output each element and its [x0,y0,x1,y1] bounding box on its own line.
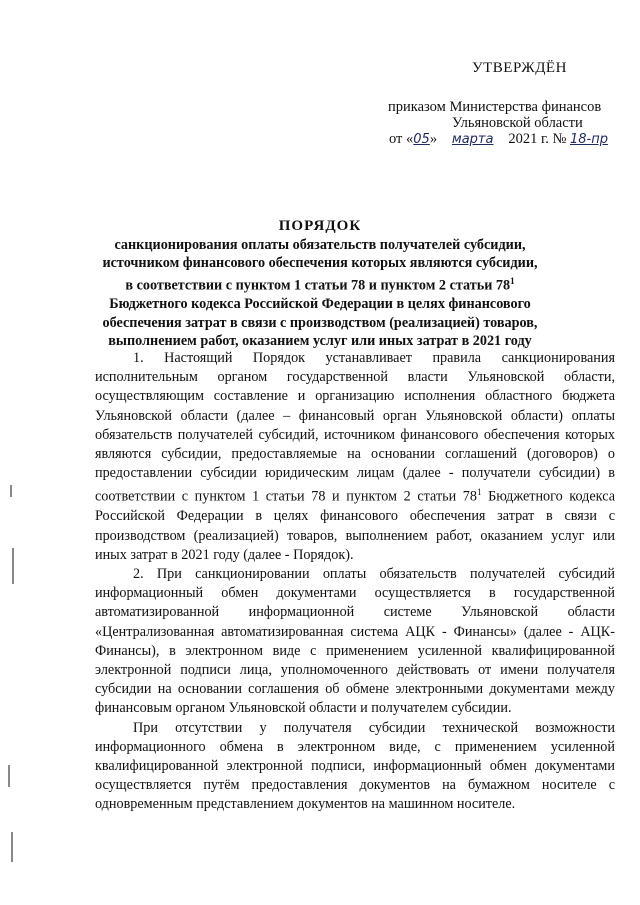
subtitle-line-1: санкционирования оплаты обязательств получателей субсидии, [114,237,526,253]
paragraph-1-text-a: 1. Настоящий Порядок устанавливает правила санкционирования исполнительным органом государственной власти Ульяновской области, осуществляющим составление и организацию исполнения областного бюджета Ульяновской области (далее – финансовый орган Ульяновской области) оплаты обязательств получателей субсидий, источником финансового обеспечения которых являются субсидии, предоставляемые на основании соглашений (договоров) о предоставлении субсидии юридическим лицам (далее - получатели субсидии) в соответствии с пунктом 1 статьи 78 и пунктом 2 статьи 78 [95,350,615,506]
paragraph-3: При отсутствии у получателя субсидии технической возможности информационного обмена в электронном виде, с применением усиленной квалифицированной электронной подписи, информационный обмен документами осуществляется путём предоставления документов на бумажном носителе с одновременным представлением документов на машинном носителе. [95,719,615,813]
order-number-handwritten: 18-пр [569,132,608,147]
subtitle-line-2: источником финансового обеспечения которых являются субсидии, [102,255,538,272]
date-year: 2021 г. № [508,131,567,147]
document-title: ПОРЯДОК [278,218,362,234]
subtitle-line-6: выполнением работ, оказанием услуг или иных затрат в 2021 году [108,332,532,349]
order-line-1: приказом Министерства финансов [388,99,602,115]
order-line-2: Ульяновской области [452,115,583,131]
paragraph-2: 2. При санкционировании оплаты обязательств получателей субсидий информационный обмен документами осуществляется в государственной автоматизированной информационной системе Ульяновской области «Централизованная автоматизированная система АЦК - Финансы» (далее - АЦК-Финансы), в электронном виде с применением усиленной квалифицированной электронной подписи лица, уполномоченного действовать от имени получателя субсидии на основании соглашения об обмене электронными документами между финансовым органом Ульяновской области и получателем субсидии. [95,565,615,717]
subtitle-line-3 [60,272,580,295]
subtitle-line-5: обеспечения затрат в связи с производством (реализацией) товаров, [102,314,538,331]
subtitle-line-4: Бюджетного кодекса Российской Федерации в целях финансового [109,296,531,313]
paragraph-1-text-b: Бюджетного кодекса Российской Федерации в целях финансового обеспечения затрат в связи с производством (реализацией) товаров, выполнением работ, оказанием услуг или иных затрат в 2021 году (далее - Порядок). [95,489,615,563]
document-body [95,349,615,815]
scan-margin-mark [10,485,12,497]
scan-margin-mark [12,548,14,584]
paragraph-1-superscript: 1 [477,487,482,498]
scan-margin-mark [11,832,13,862]
subtitle-superscript: 1 [510,276,515,287]
scan-margin-mark [8,765,10,787]
date-month-handwritten: марта [451,132,494,147]
document-subtitle [60,236,580,350]
subtitle-line-3-text: в соответствии с пунктом 1 статьи 78 и пунктом 2 статьи 78 [125,278,511,295]
order-date-line [389,131,608,148]
date-mid: » [429,131,438,147]
date-prefix: от « [389,131,414,147]
date-day-handwritten: 05 [413,132,430,147]
paragraph-1 [95,349,615,565]
approval-stamp-heading: УТВЕРЖДЁН [472,60,567,76]
